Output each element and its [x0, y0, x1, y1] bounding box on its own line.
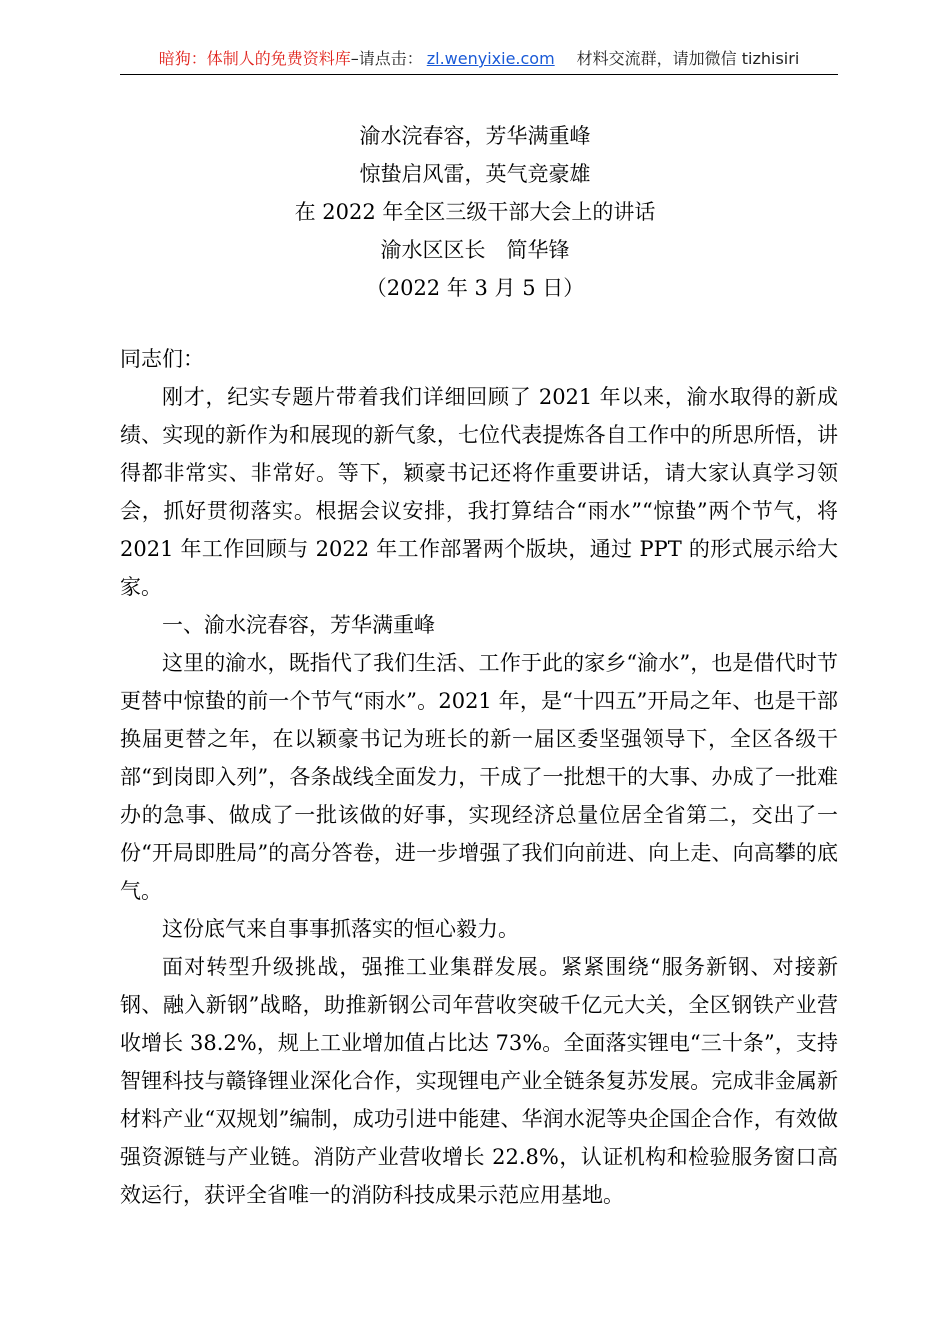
header-prompt: –请点击： — [350, 49, 423, 68]
header-brand: 暗狗：体制人的免费资料库 — [158, 49, 351, 68]
paragraph-confidence: 这份底气来自事事抓落实的恒心毅力。 — [162, 917, 519, 941]
page-header — [120, 44, 838, 75]
title-line-2: 惊蛰启风雷，英气竞豪雄 — [359, 162, 591, 186]
title-line-1: 渝水浣春容，芳华满重峰 — [359, 124, 591, 148]
date-line: （2022 年 3 月 5 日） — [365, 276, 585, 300]
title-line-3: 在 2022 年全区三级干部大会上的讲话 — [294, 200, 656, 224]
section-heading-1: 一、渝水浣春容，芳华满重峰 — [162, 613, 435, 637]
paragraph-industry: 面对转型升级挑战，强推工业集群发展。紧紧围绕“服务新钢、对接新钢、融入新钢”战略，助推新钢公司年营收突破千亿元大关，全区钢铁产业营收增长 38.2%，规上工业增加值占比达 73%。全面落实锂电“三十条”，支持智锂科技与赣锋锂业深化合作，实现锂电产业全链条复苏发展。完成非金属新材料产业“双规划”编制，成功引进中能建、华润水泥等央企国企合作，有效做强资源链与产业链。消防产业营收增长 22.8%，认证机构和检验服务窗口高效运行，获评全省唯一的消防科技成果示范应用基地。 — [120, 955, 838, 1207]
document-title-block — [0, 117, 950, 307]
header-contact: 材料交流群，请加微信 tizhisiri — [576, 49, 800, 68]
document-body — [120, 340, 838, 1214]
author-line: 渝水区区长 简华锋 — [380, 238, 570, 262]
header-link[interactable]: zl.wenyixie.com — [426, 49, 555, 68]
salutation: 同志们： — [120, 347, 204, 371]
paragraph-yushui: 这里的渝水，既指代了我们生活、工作于此的家乡“渝水”，也是借代时节更替中惊蛰的前一个节气“雨水”。2021 年，是“十四五”开局之年、也是干部换届更替之年，在以颖豪书记为班长的新一届区委坚强领导下，全区各级干部“到岗即入列”，各条战线全面发力，干成了一批想干的大事、办成了一批难办的急事、做成了一批该做的好事，实现经济总量位居全省第二，交出了一份“开局即胜局”的高分答卷，进一步增强了我们向前进、向上走、向高攀的底气。 — [120, 651, 838, 903]
paragraph-intro: 刚才，纪实专题片带着我们详细回顾了 2021 年以来，渝水取得的新成绩、实现的新作为和展现的新气象，七位代表提炼各自工作中的所思所悟，讲得都非常实、非常好。等下，颖豪书记还将作重要讲话，请大家认真学习领会，抓好贯彻落实。根据会议安排，我打算结合“雨水”“惊蛰”两个节气，将 2021 年工作回顾与 2022 年工作部署两个版块，通过 PPT 的形式展示给大家。 — [120, 385, 838, 599]
